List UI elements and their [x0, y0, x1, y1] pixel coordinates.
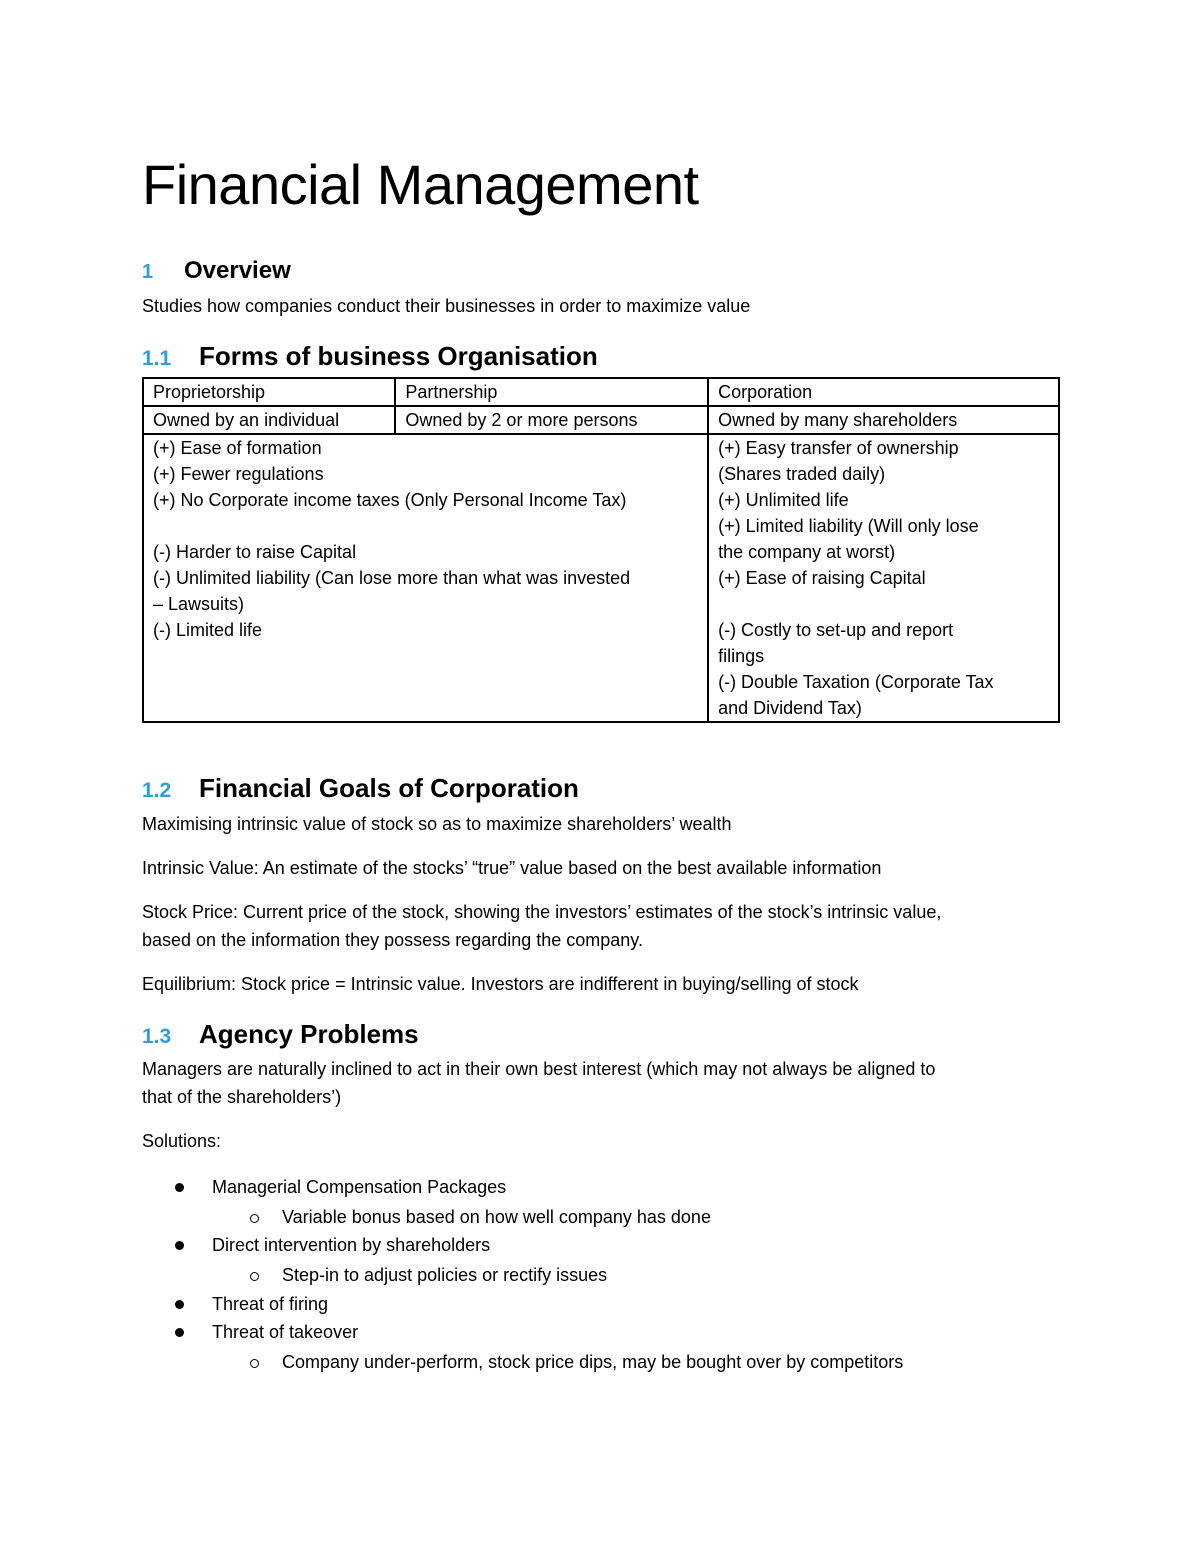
table-line: (+) Unlimited life: [718, 490, 849, 510]
table-line: (+) Limited liability (Will only lose: [718, 516, 979, 536]
table-line: (-) Limited life: [153, 620, 263, 640]
table-cell-corporation: [708, 434, 1059, 722]
list-item-text: Direct intervention by shareholders: [212, 1235, 491, 1255]
table-line: [153, 513, 707, 539]
table-line: (+) Fewer regulations: [153, 464, 324, 484]
table-line: (+) Easy transfer of ownership: [718, 438, 959, 458]
sub-list-item: [250, 1203, 711, 1231]
section-title: Financial Goals of Corporation: [199, 773, 579, 803]
list-item-text: Variable bonus based on how well company has done: [282, 1207, 711, 1227]
table-line: (-) Costly to set-up and report: [718, 620, 954, 640]
section-heading-agency-problems: [142, 1018, 419, 1053]
circle-bullet-icon: [250, 1214, 259, 1223]
table-cell: Owned by 2 or more persons: [395, 406, 708, 434]
section-heading-overview: [142, 256, 291, 287]
section-title: Overview: [184, 257, 291, 284]
table-row: [143, 434, 1059, 722]
section-number: 1.3: [142, 1025, 172, 1048]
intrinsic-value-paragraph: Intrinsic Value: An estimate of the stocks’ “true” value based on the best available information: [142, 858, 882, 878]
table-line: – Lawsuits): [153, 594, 245, 614]
table-header-cell: Corporation: [708, 378, 1059, 406]
section-number: 1.1: [142, 347, 172, 370]
list-item-text: Company under-perform, stock price dips, may be bought over by competitors: [282, 1352, 904, 1372]
table-line: the company at worst): [718, 542, 896, 562]
table-row: [143, 406, 1059, 434]
table-cell: Owned by many shareholders: [708, 406, 1059, 434]
bullet-icon: [175, 1183, 184, 1192]
circle-bullet-icon: [250, 1272, 259, 1281]
section-number: 1: [142, 261, 154, 283]
sub-list-item: [250, 1348, 903, 1376]
list-item-text: Managerial Compensation Packages: [212, 1177, 507, 1197]
section-heading-forms: [142, 340, 598, 375]
stock-price-paragraph-line: Stock Price: Current price of the stock, showing the investors’ estimates of the stock’s intrinsic value,: [142, 902, 942, 922]
section-heading-financial-goals: [142, 772, 579, 807]
table-line: (+) No Corporate income taxes (Only Personal Income Tax): [153, 490, 627, 510]
bullet-icon: [175, 1300, 184, 1309]
stock-price-paragraph-line: based on the information they possess regarding the company.: [142, 930, 643, 950]
list-item: [175, 1173, 506, 1201]
table-cell-proprietorship-partnership: [143, 434, 708, 722]
document-title: Financial Management: [142, 153, 699, 216]
table-header-cell: Proprietorship: [143, 378, 395, 406]
list-item: [175, 1318, 358, 1346]
overview-text: Studies how companies conduct their businesses in order to maximize value: [142, 296, 751, 316]
table-line: (-) Unlimited liability (Can lose more than what was invested: [153, 568, 631, 588]
list-item: [175, 1231, 490, 1259]
equilibrium-paragraph: Equilibrium: Stock price = Intrinsic value. Investors are indifferent in buying/selling of stock: [142, 974, 859, 994]
list-item-text: Threat of firing: [212, 1294, 329, 1314]
table-header-cell: Partnership: [395, 378, 708, 406]
table-line: (+) Ease of raising Capital: [718, 568, 926, 588]
section-number: 1.2: [142, 779, 172, 802]
bullet-icon: [175, 1241, 184, 1250]
section-title: Agency Problems: [199, 1019, 419, 1049]
sub-list-item: [250, 1261, 607, 1289]
goals-paragraph: Maximising intrinsic value of stock so as to maximize shareholders’ wealth: [142, 814, 732, 834]
bullet-icon: [175, 1328, 184, 1337]
table-line: (+) Ease of formation: [153, 438, 322, 458]
table-line: and Dividend Tax): [718, 698, 862, 718]
table-cell: Owned by an individual: [143, 406, 395, 434]
agency-paragraph-line: Managers are naturally inclined to act in their own best interest (which may not always be aligned to: [142, 1059, 936, 1079]
section-title: Forms of business Organisation: [199, 341, 598, 371]
table-row: [143, 378, 1059, 406]
business-forms-table: [142, 377, 1060, 723]
circle-bullet-icon: [250, 1359, 259, 1368]
table-line: [718, 591, 1058, 617]
table-line: (-) Double Taxation (Corporate Tax: [718, 672, 994, 692]
table-line: (Shares traded daily): [718, 464, 886, 484]
table-line: (-) Harder to raise Capital: [153, 542, 357, 562]
table-line: filings: [718, 646, 765, 666]
list-item-text: Threat of takeover: [212, 1322, 359, 1342]
solutions-label: Solutions:: [142, 1131, 222, 1151]
agency-paragraph-line: that of the shareholders’): [142, 1087, 342, 1107]
list-item-text: Step-in to adjust policies or rectify issues: [282, 1265, 608, 1285]
list-item: [175, 1290, 328, 1318]
